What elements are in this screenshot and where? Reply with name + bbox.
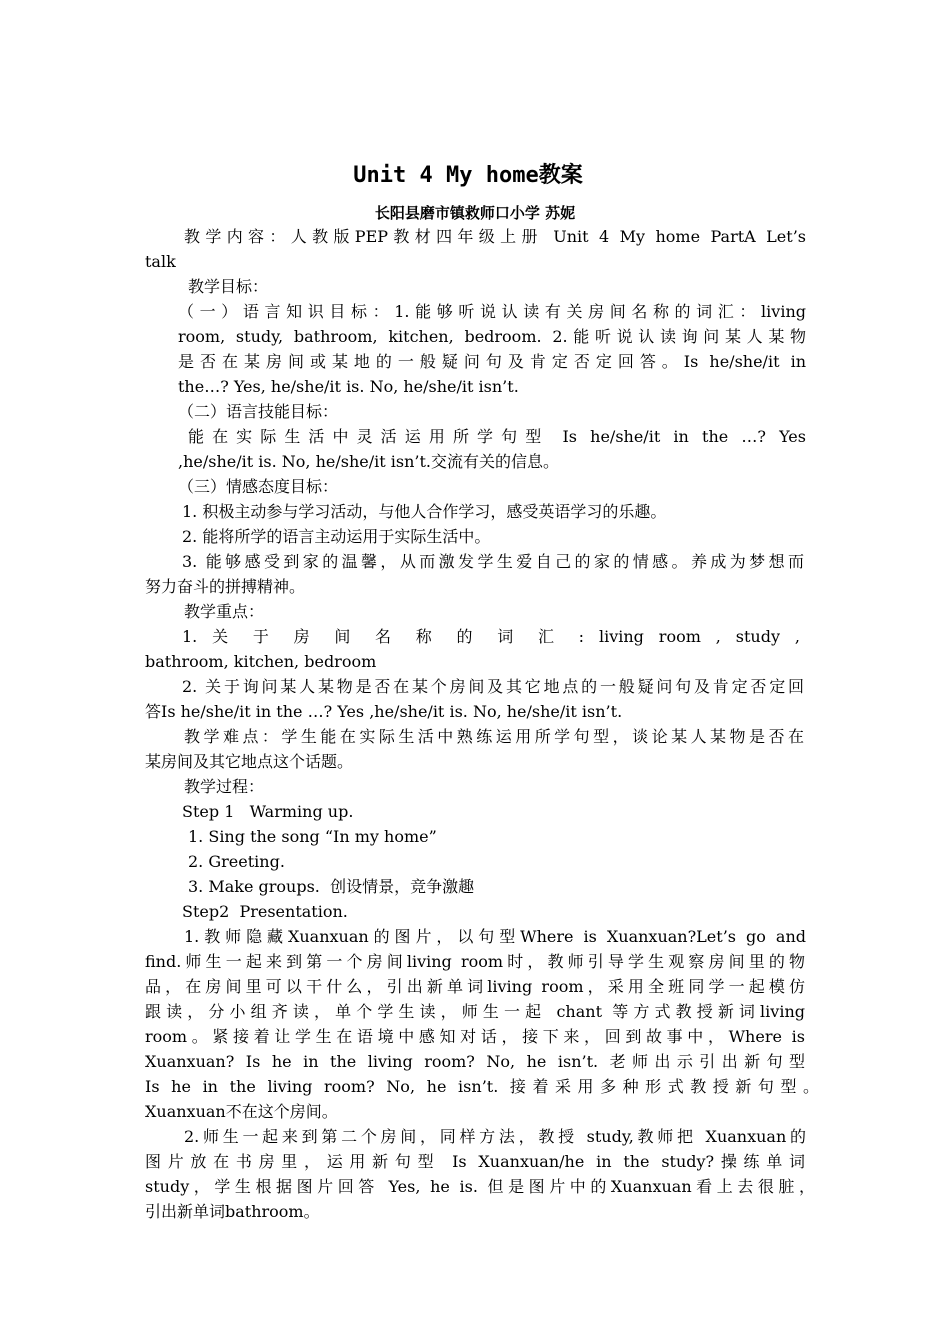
document-title: Unit 4 My home教案 — [353, 163, 583, 188]
body-line: 能在实际生活中灵活运用所学句型 Is he/she/it in the …? Yes — [188, 427, 806, 446]
body-line: 1.教师隐藏Xuanxuan的图片，以句型Where is Xuanxuan?Let’s go and — [184, 927, 806, 946]
body-line: 2. Greeting. — [188, 852, 285, 871]
body-line: the…? Yes, he/she/it is. No, he/she/it isn’t. — [178, 377, 519, 396]
body-line: 1. 关 于 房 间 名 称 的 词 汇 : living room , study , — [182, 627, 800, 646]
body-line: 某房间及其它地点这个话题。 — [145, 752, 354, 771]
body-line: 1. 积极主动参与学习活动，与他人合作学习，感受英语学习的乐趣。 — [182, 502, 667, 521]
body-line: 2. 关于询问某人某物是否在某个房间及其它地点的一般疑问句及肯定否定回 — [182, 677, 804, 696]
body-line: 跟读，分小组齐读，单个学生读，师生一起 chant 等方式教授新词living — [145, 1002, 805, 1021]
body-line: （一）语言知识目标：1.能够听说认读有关房间名称的词汇：living — [178, 302, 806, 321]
body-line: 引出新单词bathroom。 — [145, 1202, 320, 1221]
body-line: 3. Make groups. 创设情景，竞争激趣 — [188, 877, 475, 896]
body-line: 答Is he/she/it in the …? Yes ,he/she/it is. No, he/she/it isn’t. — [145, 702, 623, 721]
body-line: 3. 能够感受到家的温馨，从而激发学生爱自己的家的情感。养成为梦想而 — [182, 552, 804, 571]
body-line: （三）情感态度目标： — [178, 477, 339, 496]
body-line: talk — [145, 252, 176, 271]
body-line: 图片放在书房里，运用新句型 Is Xuanxuan/he in the study?操练单词 — [145, 1152, 805, 1171]
body-line: 教学难点：学生能在实际生活中熟练运用所学句型，谈论某人某物是否在 — [184, 727, 804, 746]
body-line: 2. 能将所学的语言主动运用于实际生活中。 — [182, 527, 491, 546]
body-line: Xuanxuan? Is he in the living room? No, he isn’t. 老师出示引出新句型 — [145, 1052, 805, 1071]
body-line: 努力奋斗的拼搏精神。 — [145, 577, 306, 596]
body-line: study，学生根据图片回答 Yes, he is. 但是图片中的Xuanxuan看上去很脏， — [145, 1177, 815, 1196]
document-author: 长阳县磨市镇救师口小学 苏妮 — [374, 204, 576, 222]
body-line: room, study, bathroom, kitchen, bedroom. 2.能听说认读询问某人某物 — [178, 327, 806, 346]
body-line: room。紧接着让学生在语境中感知对话，接下来，回到故事中，Where is — [145, 1027, 805, 1046]
body-line: 品，在房间里可以干什么，引出新单词living room，采用全班同学一起模仿 — [145, 977, 805, 996]
body-line: 教学目标： — [188, 277, 269, 296]
body-line: 教学过程： — [184, 777, 265, 796]
body-line: ,he/she/it is. No, he/she/it isn’t.交流有关的信息。 — [178, 452, 559, 471]
body-line: 教学内容：人教版PEP教材四年级上册 Unit 4 My home PartA Let’s — [184, 227, 806, 246]
body-line: （二）语言技能目标： — [178, 402, 339, 421]
body-line: 2.师生一起来到第二个房间，同样方法，教授 study,教师把 Xuanxuan的 — [184, 1127, 806, 1146]
body-line: 1. Sing the song “In my home” — [188, 827, 437, 846]
body-line: 教学重点： — [184, 602, 265, 621]
body-line: 是否在某房间或某地的一般疑问句及肯定否定回答。Is he/she/it in — [178, 352, 806, 371]
body-line: find.师生一起来到第一个房间living room时，教师引导学生观察房间里的物 — [145, 952, 805, 971]
body-line: bathroom, kitchen, bedroom — [145, 652, 377, 671]
body-line: Step 1 Warming up. — [182, 802, 354, 821]
body-line: Xuanxuan不在这个房间。 — [145, 1102, 338, 1121]
body-line: Step2 Presentation. — [182, 902, 348, 921]
body-line: Is he in the living room? No, he isn’t. 接着采用多种形式教授新句型。 — [145, 1077, 819, 1096]
